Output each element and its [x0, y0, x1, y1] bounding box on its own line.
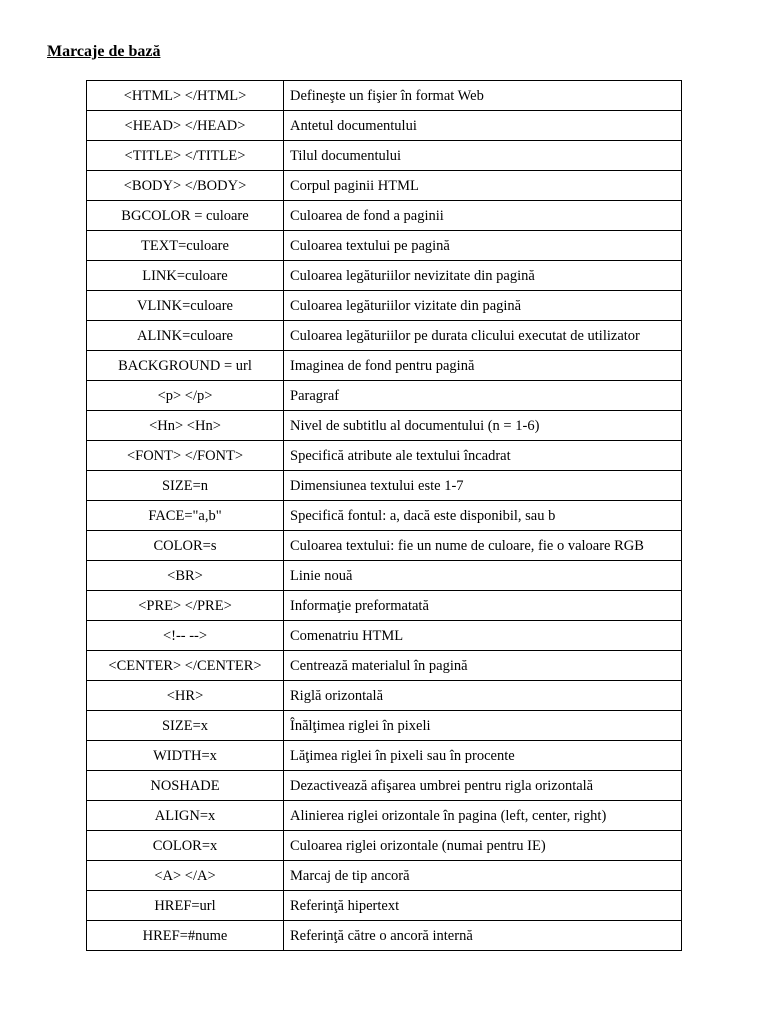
tag-cell: <HEAD> </HEAD> [87, 111, 284, 141]
description-cell: Culoarea de fond a paginii [284, 201, 682, 231]
table-row [87, 351, 682, 381]
table-row [87, 171, 682, 201]
tag-cell: HREF=#nume [87, 921, 284, 951]
table-row [87, 201, 682, 231]
description-cell: Culoarea legăturiilor pe durata clicului executat de utilizator [284, 321, 682, 351]
tag-cell: <Hn> <Hn> [87, 411, 284, 441]
table-row [87, 831, 682, 861]
tag-cell: <BR> [87, 561, 284, 591]
tag-cell: COLOR=s [87, 531, 284, 561]
table-row [87, 681, 682, 711]
description-cell: Informaţie preformatată [284, 591, 682, 621]
tag-cell: VLINK=culoare [87, 291, 284, 321]
description-cell: Culoarea textului pe pagină [284, 231, 682, 261]
description-cell: Marcaj de tip ancoră [284, 861, 682, 891]
table-row [87, 441, 682, 471]
tag-cell: <HR> [87, 681, 284, 711]
tag-cell: SIZE=n [87, 471, 284, 501]
table-row [87, 321, 682, 351]
tag-cell: FACE="a,b" [87, 501, 284, 531]
tag-cell: <A> </A> [87, 861, 284, 891]
description-cell: Culoarea textului: fie un nume de culoare, fie o valoare RGB [284, 531, 682, 561]
table-row [87, 711, 682, 741]
table-row [87, 921, 682, 951]
table-row [87, 381, 682, 411]
tag-cell: <!-- --> [87, 621, 284, 651]
description-cell: Referinţă către o ancoră internă [284, 921, 682, 951]
tag-cell: SIZE=x [87, 711, 284, 741]
description-cell: Specifică atribute ale textului încadrat [284, 441, 682, 471]
tags-table [86, 80, 682, 951]
description-cell: Imaginea de fond pentru pagină [284, 351, 682, 381]
table-row [87, 261, 682, 291]
table-row [87, 411, 682, 441]
table-row [87, 621, 682, 651]
table-row [87, 741, 682, 771]
description-cell: Tilul documentului [284, 141, 682, 171]
tag-cell: <HTML> </HTML> [87, 81, 284, 111]
table-row [87, 471, 682, 501]
description-cell: Alinierea riglei orizontale în pagina (left, center, right) [284, 801, 682, 831]
description-cell: Culoarea riglei orizontale (numai pentru IE) [284, 831, 682, 861]
description-cell: Înălţimea riglei în pixeli [284, 711, 682, 741]
table-row [87, 771, 682, 801]
tags-table-body [87, 81, 682, 951]
page-heading: Marcaje de bază [47, 43, 161, 60]
tag-cell: <p> </p> [87, 381, 284, 411]
tag-cell: ALIGN=x [87, 801, 284, 831]
table-row [87, 561, 682, 591]
tag-cell: COLOR=x [87, 831, 284, 861]
description-cell: Linie nouă [284, 561, 682, 591]
description-cell: Antetul documentului [284, 111, 682, 141]
table-row [87, 591, 682, 621]
table-row [87, 861, 682, 891]
description-cell: Riglă orizontală [284, 681, 682, 711]
table-row [87, 501, 682, 531]
description-cell: Comenatriu HTML [284, 621, 682, 651]
tag-cell: ALINK=culoare [87, 321, 284, 351]
description-cell: Lăţimea riglei în pixeli sau în procente [284, 741, 682, 771]
tag-cell: <PRE> </PRE> [87, 591, 284, 621]
table-row [87, 651, 682, 681]
tag-cell: <TITLE> </TITLE> [87, 141, 284, 171]
tag-cell: HREF=url [87, 891, 284, 921]
table-row [87, 231, 682, 261]
description-cell: Culoarea legăturiilor vizitate din pagină [284, 291, 682, 321]
description-cell: Dezactivează afişarea umbrei pentru rigla orizontală [284, 771, 682, 801]
description-cell: Corpul paginii HTML [284, 171, 682, 201]
tag-cell: NOSHADE [87, 771, 284, 801]
table-row [87, 291, 682, 321]
table-row [87, 891, 682, 921]
description-cell: Specifică fontul: a, dacă este disponibil, sau b [284, 501, 682, 531]
tag-cell: LINK=culoare [87, 261, 284, 291]
description-cell: Culoarea legăturiilor nevizitate din pagină [284, 261, 682, 291]
tag-cell: TEXT=culoare [87, 231, 284, 261]
description-cell: Paragraf [284, 381, 682, 411]
tag-cell: <BODY> </BODY> [87, 171, 284, 201]
table-row [87, 141, 682, 171]
description-cell: Nivel de subtitlu al documentului (n = 1-6) [284, 411, 682, 441]
table-row [87, 531, 682, 561]
description-cell: Referinţă hipertext [284, 891, 682, 921]
tag-cell: BACKGROUND = url [87, 351, 284, 381]
table-row [87, 801, 682, 831]
description-cell: Defineşte un fişier în format Web [284, 81, 682, 111]
description-cell: Dimensiunea textului este 1-7 [284, 471, 682, 501]
table-row [87, 81, 682, 111]
description-cell: Centrează materialul în pagină [284, 651, 682, 681]
tag-cell: WIDTH=x [87, 741, 284, 771]
table-row [87, 111, 682, 141]
tag-cell: <CENTER> </CENTER> [87, 651, 284, 681]
tag-cell: BGCOLOR = culoare [87, 201, 284, 231]
tag-cell: <FONT> </FONT> [87, 441, 284, 471]
